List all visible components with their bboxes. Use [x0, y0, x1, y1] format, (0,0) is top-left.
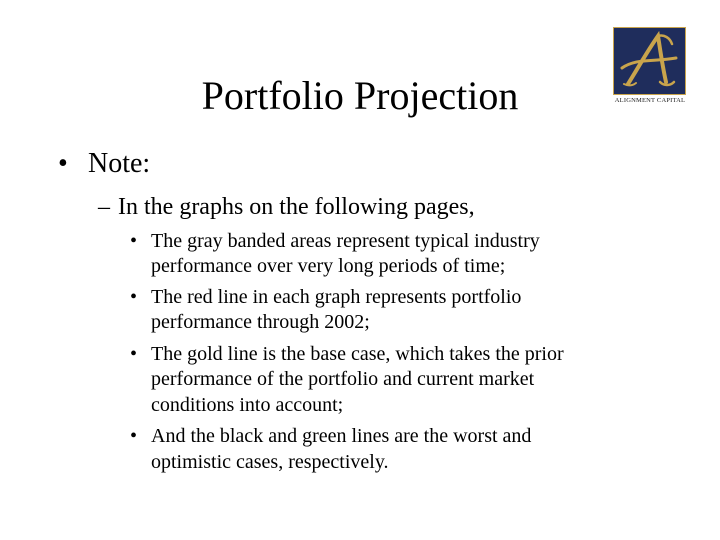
intro-text: In the graphs on the following pages, — [118, 194, 475, 220]
list-item-line: And the black and green lines are the worst and — [151, 425, 532, 447]
dash-marker: – — [98, 194, 110, 220]
slide-title: Portfolio Projection — [201, 73, 519, 118]
bullet-marker: • — [130, 286, 138, 308]
bullet-marker: • — [130, 425, 138, 447]
list-item-line: performance through 2002; — [151, 311, 370, 333]
bullet-marker: • — [130, 343, 138, 365]
bullet-marker: • — [58, 148, 68, 179]
logo-caption: ALIGNMENT CAPITAL — [614, 97, 686, 104]
list-item-line: optimistic cases, respectively. — [151, 451, 389, 473]
bullet-marker: • — [130, 230, 138, 252]
list-item-line: performance of the portfolio and current market — [151, 368, 535, 390]
list-item-line: performance over very long periods of time; — [151, 255, 506, 277]
list-item-line: The red line in each graph represents portfolio — [151, 286, 522, 308]
list-item-line: The gold line is the base case, which takes the prior — [151, 343, 564, 365]
list-item-line: The gray banded areas represent typical industry — [151, 230, 540, 252]
list-item-line: conditions into account; — [151, 394, 344, 416]
note-heading: Note: — [88, 148, 151, 179]
